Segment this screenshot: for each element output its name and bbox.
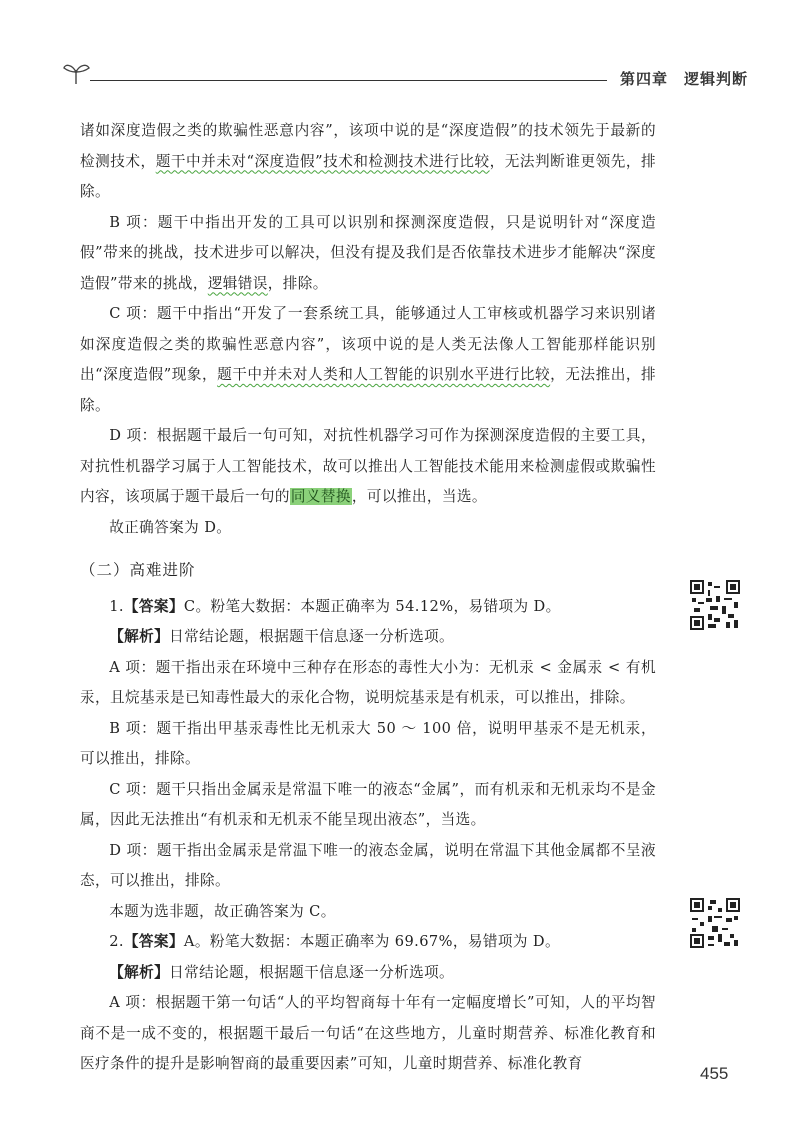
option-d-paragraph: D 项：根据题干最后一句可知，对抗性机器学习可作为探测深度造假的主要工具，对抗性机器学习属于人工智能技术，故可以推出人工智能技术能用来检测虚假或欺骗性内容，该项属于题干最后一句的同义替换，可以推出，当选。 <box>80 427 656 505</box>
option-c-paragraph: C 项：题干中指出“开发了一套系统工具，能够通过人工审核或机器学习来识别诸如深度造假之类的欺骗性恶意内容”，该项中说的是人类无法像人工智能那样能识别出“深度造假”现象，题干中并未对人类和人工智能的识别水平进行比较，无法推出，排除。 <box>80 305 656 414</box>
conclusion: 故正确答案为 D。 <box>109 518 232 536</box>
paragraph-prev-c-continued: 诸如深度造假之类的欺骗性恶意内容”，该项中说的是“深度造假”的技术领先于最新的检测技术，题干中并未对“深度造假”技术和检测技术进行比较，无法判断谁更领先，排除。 <box>80 122 657 200</box>
q2-option-a: A 项：根据题干第一句话“人的平均智商每十年有一定幅度增长”可知，人的平均智商不是一成不变的，根据题干最后一句话“在这些地方，儿童时期营养、标准化教育和医疗条件的提升是影响智商的最重要因素”可知，儿童时期营养、标准化教育 <box>80 994 656 1072</box>
highlighted-term: 同义替换 <box>290 488 351 505</box>
option-b-paragraph: B 项：题干中指出开发的工具可以识别和探测深度造假，只是说明针对“深度造假”带来的挑战，技术进步可以解决，但没有提及我们是否依靠技术进步才能解决“深度造假”带来的挑战，逻辑错误，排除。 <box>80 213 656 292</box>
q1-option-d: D 项：题干指出金属汞是常温下唯一的液态金属，说明在常温下其他金属都不呈液态，可以推出，排除。 <box>80 841 656 889</box>
leaf-icon <box>62 60 92 86</box>
qr-code-icon[interactable] <box>690 580 740 630</box>
q2-analysis: 【解析】日常结论题，根据题干信息逐一分析选项。 <box>109 963 455 981</box>
q2-answer: 2.【答案】A。粉笔大数据：本题正确率为 69.67%，易错项为 D。 <box>109 933 560 950</box>
page-header <box>62 60 748 100</box>
q1-option-b: B 项：题干指出甲基汞毒性比无机汞大 50 ～ 100 倍，说明甲基汞不是无机汞，可以推出，排除。 <box>80 719 656 767</box>
qr-code-icon[interactable] <box>690 898 740 948</box>
section-title: （二）高难进阶 <box>80 561 196 579</box>
page-number: 455 <box>700 1064 729 1083</box>
header-rule <box>90 80 664 81</box>
page-body <box>80 116 656 1080</box>
chapter-title: 第四章 逻辑判断 <box>607 68 748 89</box>
q1-answer: 1.【答案】C。粉笔大数据：本题正确率为 54.12%，易错项为 D。 <box>109 597 561 615</box>
q1-option-a: A 项：题干指出汞在环境中三种存在形态的毒性大小为：无机汞 < 金属汞 < 有机汞，且烷基汞是已知毒性最大的汞化合物，说明烷基汞是有机汞，可以推出，排除。 <box>80 658 656 706</box>
q1-option-c: C 项：题干只指出金属汞是常温下唯一的液态“金属”，而有机汞和无机汞均不是金属，因此无法推出“有机汞和无机汞不能呈现出液态”，当选。 <box>80 780 656 828</box>
q1-analysis: 【解析】日常结论题，根据题干信息逐一分析选项。 <box>109 628 455 645</box>
q1-conclusion: 本题为选非题，故正确答案为 C。 <box>109 902 336 920</box>
